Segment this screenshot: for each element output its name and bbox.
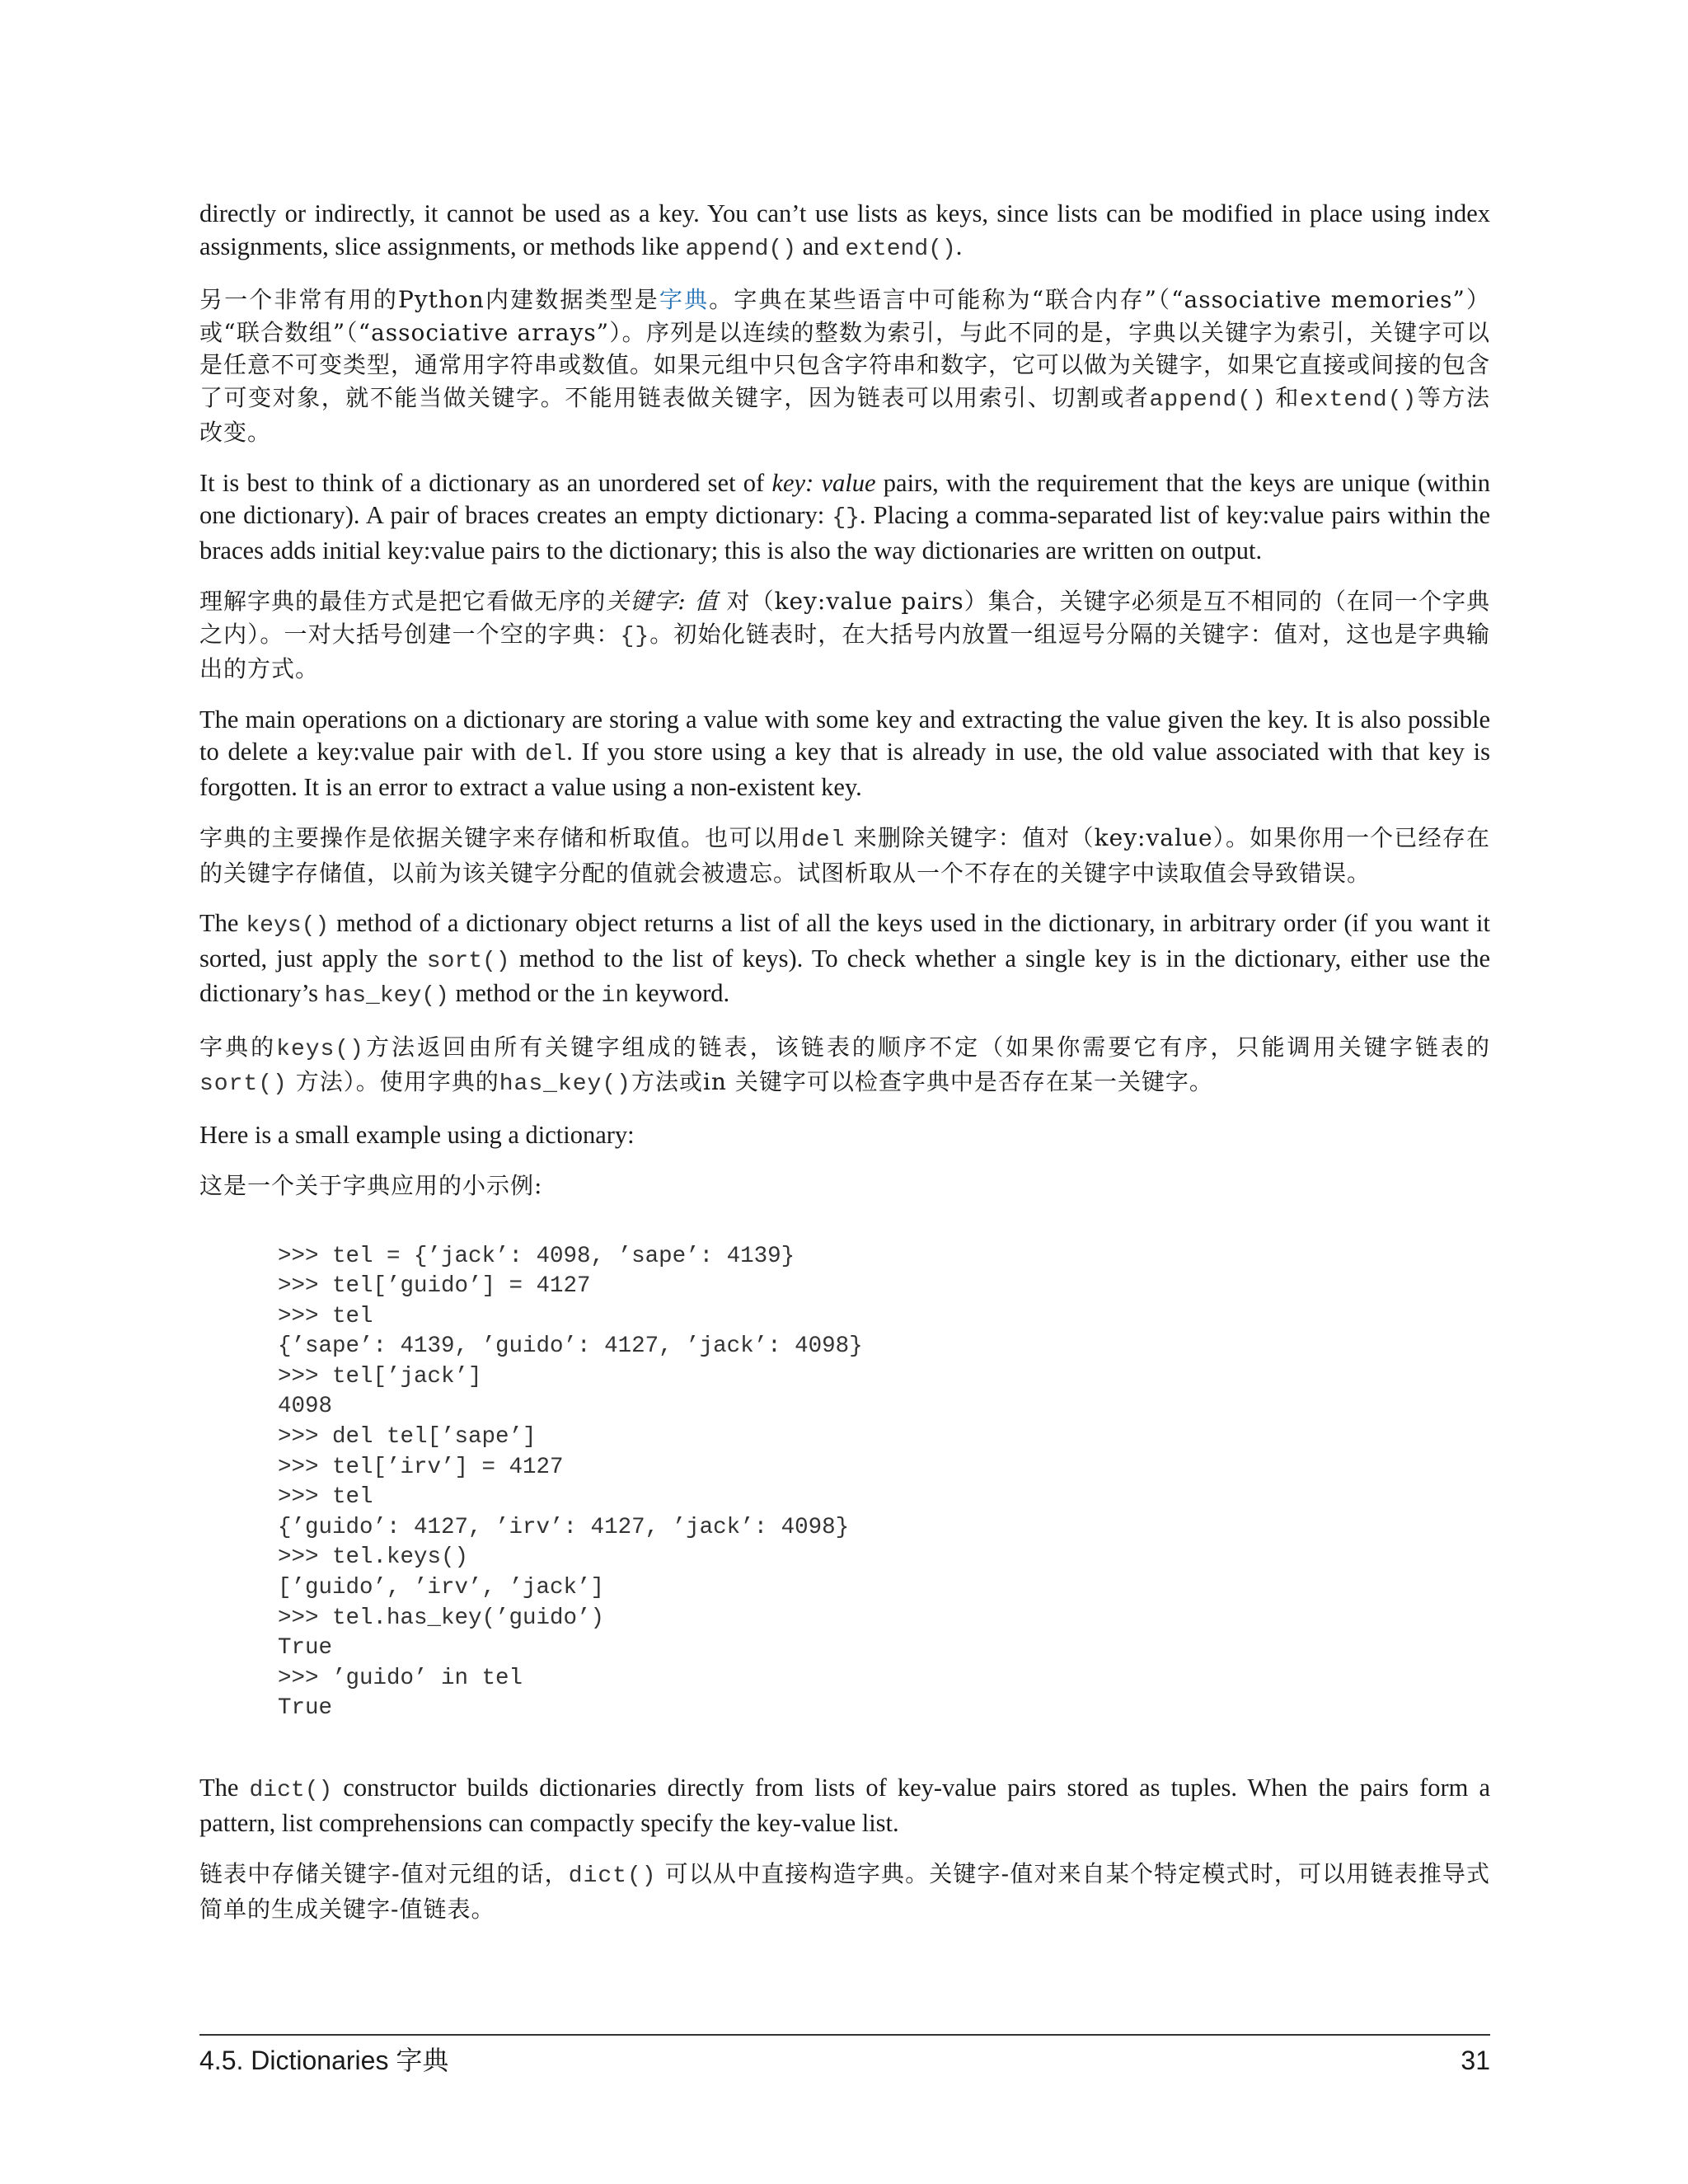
inline-code: keys() (246, 913, 330, 939)
text-segment: method of a dictionary object returns a list of all the keys used in the dictionary, in arbitrary order (if you want it sorted, just apply the (199, 909, 1490, 972)
code-line: >>> tel.keys() (278, 1544, 469, 1571)
text-segment: 方法返回由所有关键字组成的链表，该链表的顺序不定（如果你需要它有序，只能调用关键字链表的 (363, 1033, 1490, 1061)
chinese-paragraph (199, 585, 1490, 686)
text-segment: 另一个非常有用的Python内建数据类型是 (199, 286, 659, 313)
code-line: {’sape’: 4139, ’guido’: 4127, ’jack’: 4098} (278, 1333, 863, 1360)
chinese-paragraph (199, 1169, 1490, 1202)
text-segment: 。初始化链表时，在大括号内放置一组逗号分隔的关键字：值对，这也是字典输出的方式。 (199, 620, 1490, 682)
text-segment: 理解字典的最佳方式是把它看做无序的 (199, 588, 607, 615)
inline-code: keys() (276, 1036, 364, 1062)
english-paragraph (199, 704, 1490, 804)
english-paragraph (199, 198, 1490, 265)
text-segment: keyword. (629, 979, 730, 1007)
code-line: >>> tel[’irv’] = 4127 (278, 1454, 564, 1480)
text-segment: 这是一个关于字典应用的小示例: (199, 1172, 543, 1199)
text-segment: . (955, 232, 963, 260)
code-line: >>> ’guido’ in tel (278, 1665, 523, 1691)
code-line: >>> tel (278, 1484, 373, 1511)
inline-code: del (524, 742, 567, 767)
page-footer (199, 2034, 1490, 2077)
inline-code: {} (620, 623, 650, 649)
inline-code: extend() (1299, 387, 1418, 413)
code-line: 4098 (278, 1394, 333, 1420)
inline-code: has_key() (324, 983, 449, 1009)
text-segment: Here is a small example using a dictionary: (199, 1120, 635, 1149)
chinese-paragraph (199, 822, 1490, 889)
text-segment: directly or indirectly, it cannot be used as a key. You can’t use lists as keys, since lists can be modified in place using index assignments, slice assignments, or methods like (199, 199, 1490, 260)
page-body (199, 198, 1490, 1943)
text-segment: method or the (448, 979, 602, 1007)
inline-code: sort() (426, 948, 510, 974)
emphasized-text: 关键字: 值 (606, 588, 719, 615)
inline-code: append() (1149, 387, 1267, 413)
code-line: >>> tel (278, 1303, 373, 1329)
english-paragraph (199, 1119, 1490, 1152)
text-segment: 来删除关键字：值对（key:value）。如果你用一个已经存在的关键字存储值，以前为该关键字分配的值就会被遗忘。试图析取从一个不存在的关键字中读取值会导致错误。 (199, 824, 1490, 887)
inline-code: {} (832, 505, 860, 531)
footer-page-number: 31 (1461, 2046, 1490, 2075)
text-segment: constructor builds dictionaries directly from lists of key-value pairs stored as tuples. When the pairs form a pattern, list comprehensions can compactly specify the key-value list. (199, 1774, 1490, 1837)
english-paragraph (199, 467, 1490, 568)
text-segment: 可以从中直接构造字典。关键字-值对来自某个特定模式时，可以用链表推导式简单的生成关键字-值链表。 (199, 1860, 1490, 1923)
cross-reference-link[interactable]: 字典 (659, 286, 710, 313)
text-segment: 字典的主要操作是依据关键字来存储和析取值。也可以用 (199, 824, 802, 851)
text-block-after-code (199, 1772, 1490, 1925)
code-line: >>> tel[’guido’] = 4127 (278, 1273, 591, 1300)
text-segment: 等方法改变。 (199, 383, 1490, 446)
english-paragraph (199, 1772, 1490, 1840)
inline-code: in (601, 983, 630, 1009)
code-line: >>> tel[’jack’] (278, 1363, 482, 1390)
code-line: True (278, 1695, 333, 1722)
chinese-paragraph (199, 1858, 1490, 1925)
text-segment: 方法）。使用字典的 (287, 1068, 499, 1095)
inline-code: extend() (845, 236, 956, 262)
code-line: True (278, 1635, 333, 1661)
text-block-before-code (199, 198, 1490, 1202)
code-example (278, 1242, 1490, 1725)
text-segment: 方法或in 关键字可以检查字典中是否存在某一关键字。 (631, 1068, 1213, 1095)
emphasized-text: key: value (771, 468, 876, 497)
code-line: >>> tel.has_key(’guido’) (278, 1605, 605, 1631)
text-segment: 。字典在某些语言中可能称为“联合内存”（“associative memories”）或“联合数组”（“associative arrays”）。序列是以连续的整数为索引，与此不同的是，字典以关键字为索引，关键字可以是任意不可变类型，通常用字符串或数值。如果元组中只包含字符串和数字，它可以做为关键字，如果它直接或间接的包含了可变对象，就不能当做关键字。不能用链表做关键字，因为链表可以用索引、切割或者 (199, 286, 1491, 411)
text-segment: 和 (1266, 383, 1300, 411)
code-line: >>> del tel[’sape’] (278, 1424, 537, 1451)
inline-code: del (801, 827, 846, 853)
text-segment: 字典的 (199, 1033, 277, 1061)
footer-section-title: 4.5. Dictionaries 字典 (199, 2046, 449, 2075)
text-segment: method to the list of keys). To check whether a single key is in the dictionary, either use the dictionary’s (199, 944, 1490, 1007)
inline-code: has_key() (499, 1071, 631, 1097)
text-segment: The main operations on a dictionary are storing a value with some key and extracting the value given the key. It is also possible to delete a key:value pair with (199, 705, 1490, 766)
text-segment: It is best to think of a dictionary as an unordered set of (199, 468, 772, 497)
text-segment: 链表中存储关键字-值对元组的话， (199, 1860, 569, 1887)
text-segment: and (796, 232, 846, 260)
code-line: >>> tel = {’jack’: 4098, ’sape’: 4139} (278, 1243, 795, 1269)
inline-code: dict() (249, 1778, 333, 1803)
english-paragraph (199, 907, 1490, 1013)
text-segment: . If you store using a key that is already in use, the old value associated with that key is forgotten. It is an error to extract a value using a non-existent key. (199, 738, 1490, 801)
text-segment: . Placing a comma-separated list of key:value pairs within the braces adds initial key:value pairs to the dictionary; this is also the way dictionaries are written on output. (199, 501, 1490, 565)
inline-code: sort() (199, 1071, 288, 1097)
inline-code: dict() (568, 1863, 657, 1889)
code-line: {’guido’: 4127, ’irv’: 4127, ’jack’: 4098} (278, 1514, 850, 1540)
code-line: [’guido’, ’irv’, ’jack’] (278, 1575, 605, 1601)
inline-code: append() (685, 236, 797, 262)
text-segment: 对（key:value pairs）集合，关键字必须是互不相同的（在同一个字典之内）。一对大括号创建一个空的字典： (199, 588, 1490, 648)
text-segment: pairs, with the requirement that the keys are unique (within one dictionary). A pair of braces creates an empty dictionary: (199, 468, 1490, 529)
text-segment: The (199, 909, 246, 937)
text-segment: The (199, 1774, 250, 1802)
chinese-paragraph (199, 284, 1490, 449)
chinese-paragraph (199, 1031, 1490, 1101)
